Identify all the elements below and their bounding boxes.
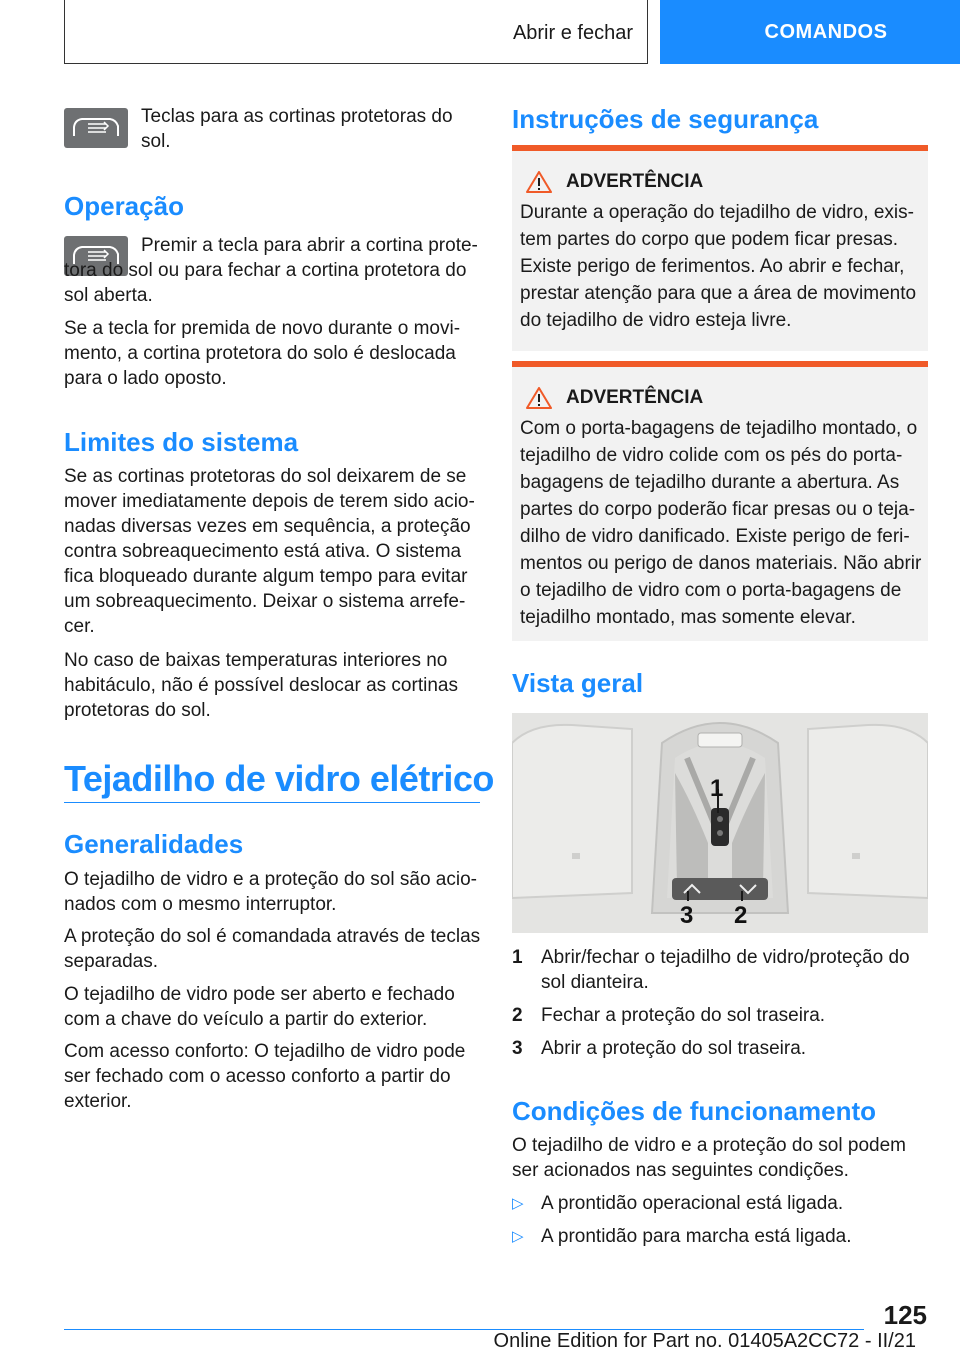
roof-console-illustration	[512, 713, 928, 933]
limites-paragraph-1: Se as cortinas protetoras do sol deixarem de se mover imediatamente depois de terem sido acionadas diversas vezes em sequência, a proteção contra sobreaquecimento está ativa. O sistema fica bloqueado durante algum tempo para evitar um sobreaquecimento. Deixar o sistema arrefecer.	[64, 466, 475, 637]
bullet-item	[512, 1191, 928, 1216]
bullet-text: A prontidão para marcha está ligada.	[541, 1226, 852, 1247]
bullet-text: A prontidão operacional está ligada.	[541, 1193, 844, 1214]
heading-vista-geral: Vista geral	[512, 668, 644, 698]
limites-paragraph-2: No caso de baixas temperaturas interiores no habitáculo, não é possível deslocar as cortinas protetoras do sol.	[64, 650, 458, 721]
warning-title-row	[520, 171, 922, 193]
header-section-title: Abrir e fechar	[512, 22, 633, 44]
legend-item	[512, 1003, 928, 1028]
heading-generalidades: Generalidades	[64, 829, 244, 859]
triangle-bullet-icon: ▷	[512, 1195, 524, 1212]
generalidades-paragraph-3: O tejadilho de vidro pode ser aberto e fechado com a chave do veículo a partir do exterior.	[64, 984, 455, 1030]
legend-item	[512, 945, 928, 995]
chapter-tab-label: COMANDOS	[764, 20, 888, 43]
warning-box-1	[512, 145, 928, 351]
legend-text: Fechar a proteção do sol traseira.	[541, 1005, 826, 1026]
heading-tejadilho: Tejadilho de vidro elétrico	[64, 758, 494, 799]
legend-text: Abrir/fechar o tejadilho de vidro/proteção do sol dianteira.	[541, 947, 910, 993]
generalidades-paragraph-4: Com acesso conforto: O tejadilho de vidro pode ser fechado com o acesso conforto a partir do exterior.	[64, 1041, 466, 1112]
triangle-bullet-icon: ▷	[512, 1228, 524, 1245]
warning-box-2	[512, 361, 928, 641]
intro-text: Teclas para as cortinas protetoras do sol.	[141, 106, 453, 152]
warning-triangle-icon	[526, 387, 552, 409]
generalidades-paragraph-2: A proteção do sol é comandada através de teclas separadas.	[64, 926, 481, 972]
operacao-paragraph-2: Se a tecla for premida de novo durante o movimento, a cortina protetora do solo é deslocada para o lado oposto.	[64, 318, 461, 389]
legend-number: 1	[512, 947, 523, 968]
heading-operacao: Operação	[64, 191, 184, 221]
page-number: 125	[883, 1300, 927, 1330]
chapter-tab[interactable]	[660, 0, 960, 64]
footer-edition-text: Online Edition for Part no. 01405A2CC72 - II/21	[493, 1330, 916, 1352]
heading-condicoes: Condições de funcionamento	[512, 1096, 877, 1126]
warning-triangle-icon	[526, 171, 552, 193]
warning-text: Durante a operação do tejadilho de vidro, existem partes do corpo que podem ficar presas. Existe perigo de ferimentos. Ao abrir e fechar, prestar atenção para que a área de movimento do tejadilho de vidro esteja livre.	[520, 202, 917, 331]
warning-text: Com o porta-bagagens de tejadilho montado, o tejadilho de vidro colide com os pés do porta-bagagens de tejadilho durante a abertura. As partes do corpo poderão ficar presas ou o tejadilho de vidro danificado. Existe perigo de ferimentos ou perigo de danos materiais. Não abrir o tejadilho de vidro com o porta-bagagens de tejadilho montado, mas somente elevar.	[520, 418, 922, 628]
overview-legend	[512, 945, 928, 1069]
condicoes-paragraph: O tejadilho de vidro e a proteção do sol podem ser acionados nas seguintes condições.	[512, 1135, 906, 1181]
heading-limites: Limites do sistema	[64, 427, 299, 457]
callout-3: 3	[680, 902, 694, 929]
sunblind-key-icon	[68, 114, 124, 142]
condicoes-bullet-list	[512, 1191, 928, 1257]
legend-item	[512, 1036, 928, 1061]
overview-photo	[512, 713, 928, 933]
sunblind-button-icon	[64, 108, 128, 148]
operacao-paragraph-1: Premir a tecla para abrir a cortina protetora do sol ou para fechar a cortina protetora do sol aberta.	[64, 235, 478, 306]
heading-underline	[64, 802, 480, 803]
legend-number: 3	[512, 1038, 523, 1059]
footer-edition	[0, 1330, 960, 1353]
generalidades-paragraph-1: O tejadilho de vidro e a proteção do sol são acionados com o mesmo interruptor.	[64, 869, 477, 915]
header-section-box	[64, 0, 648, 64]
heading-seguranca: Instruções de segurança	[512, 104, 819, 134]
warning-title: ADVERTÊNCIA	[566, 171, 704, 192]
callout-2: 2	[734, 902, 748, 929]
warning-title: ADVERTÊNCIA	[566, 387, 704, 408]
warning-title-row	[520, 387, 922, 409]
callout-1: 1	[710, 775, 724, 802]
legend-text: Abrir a proteção do sol traseira.	[541, 1038, 807, 1059]
legend-number: 2	[512, 1005, 523, 1026]
bullet-item	[512, 1224, 928, 1249]
